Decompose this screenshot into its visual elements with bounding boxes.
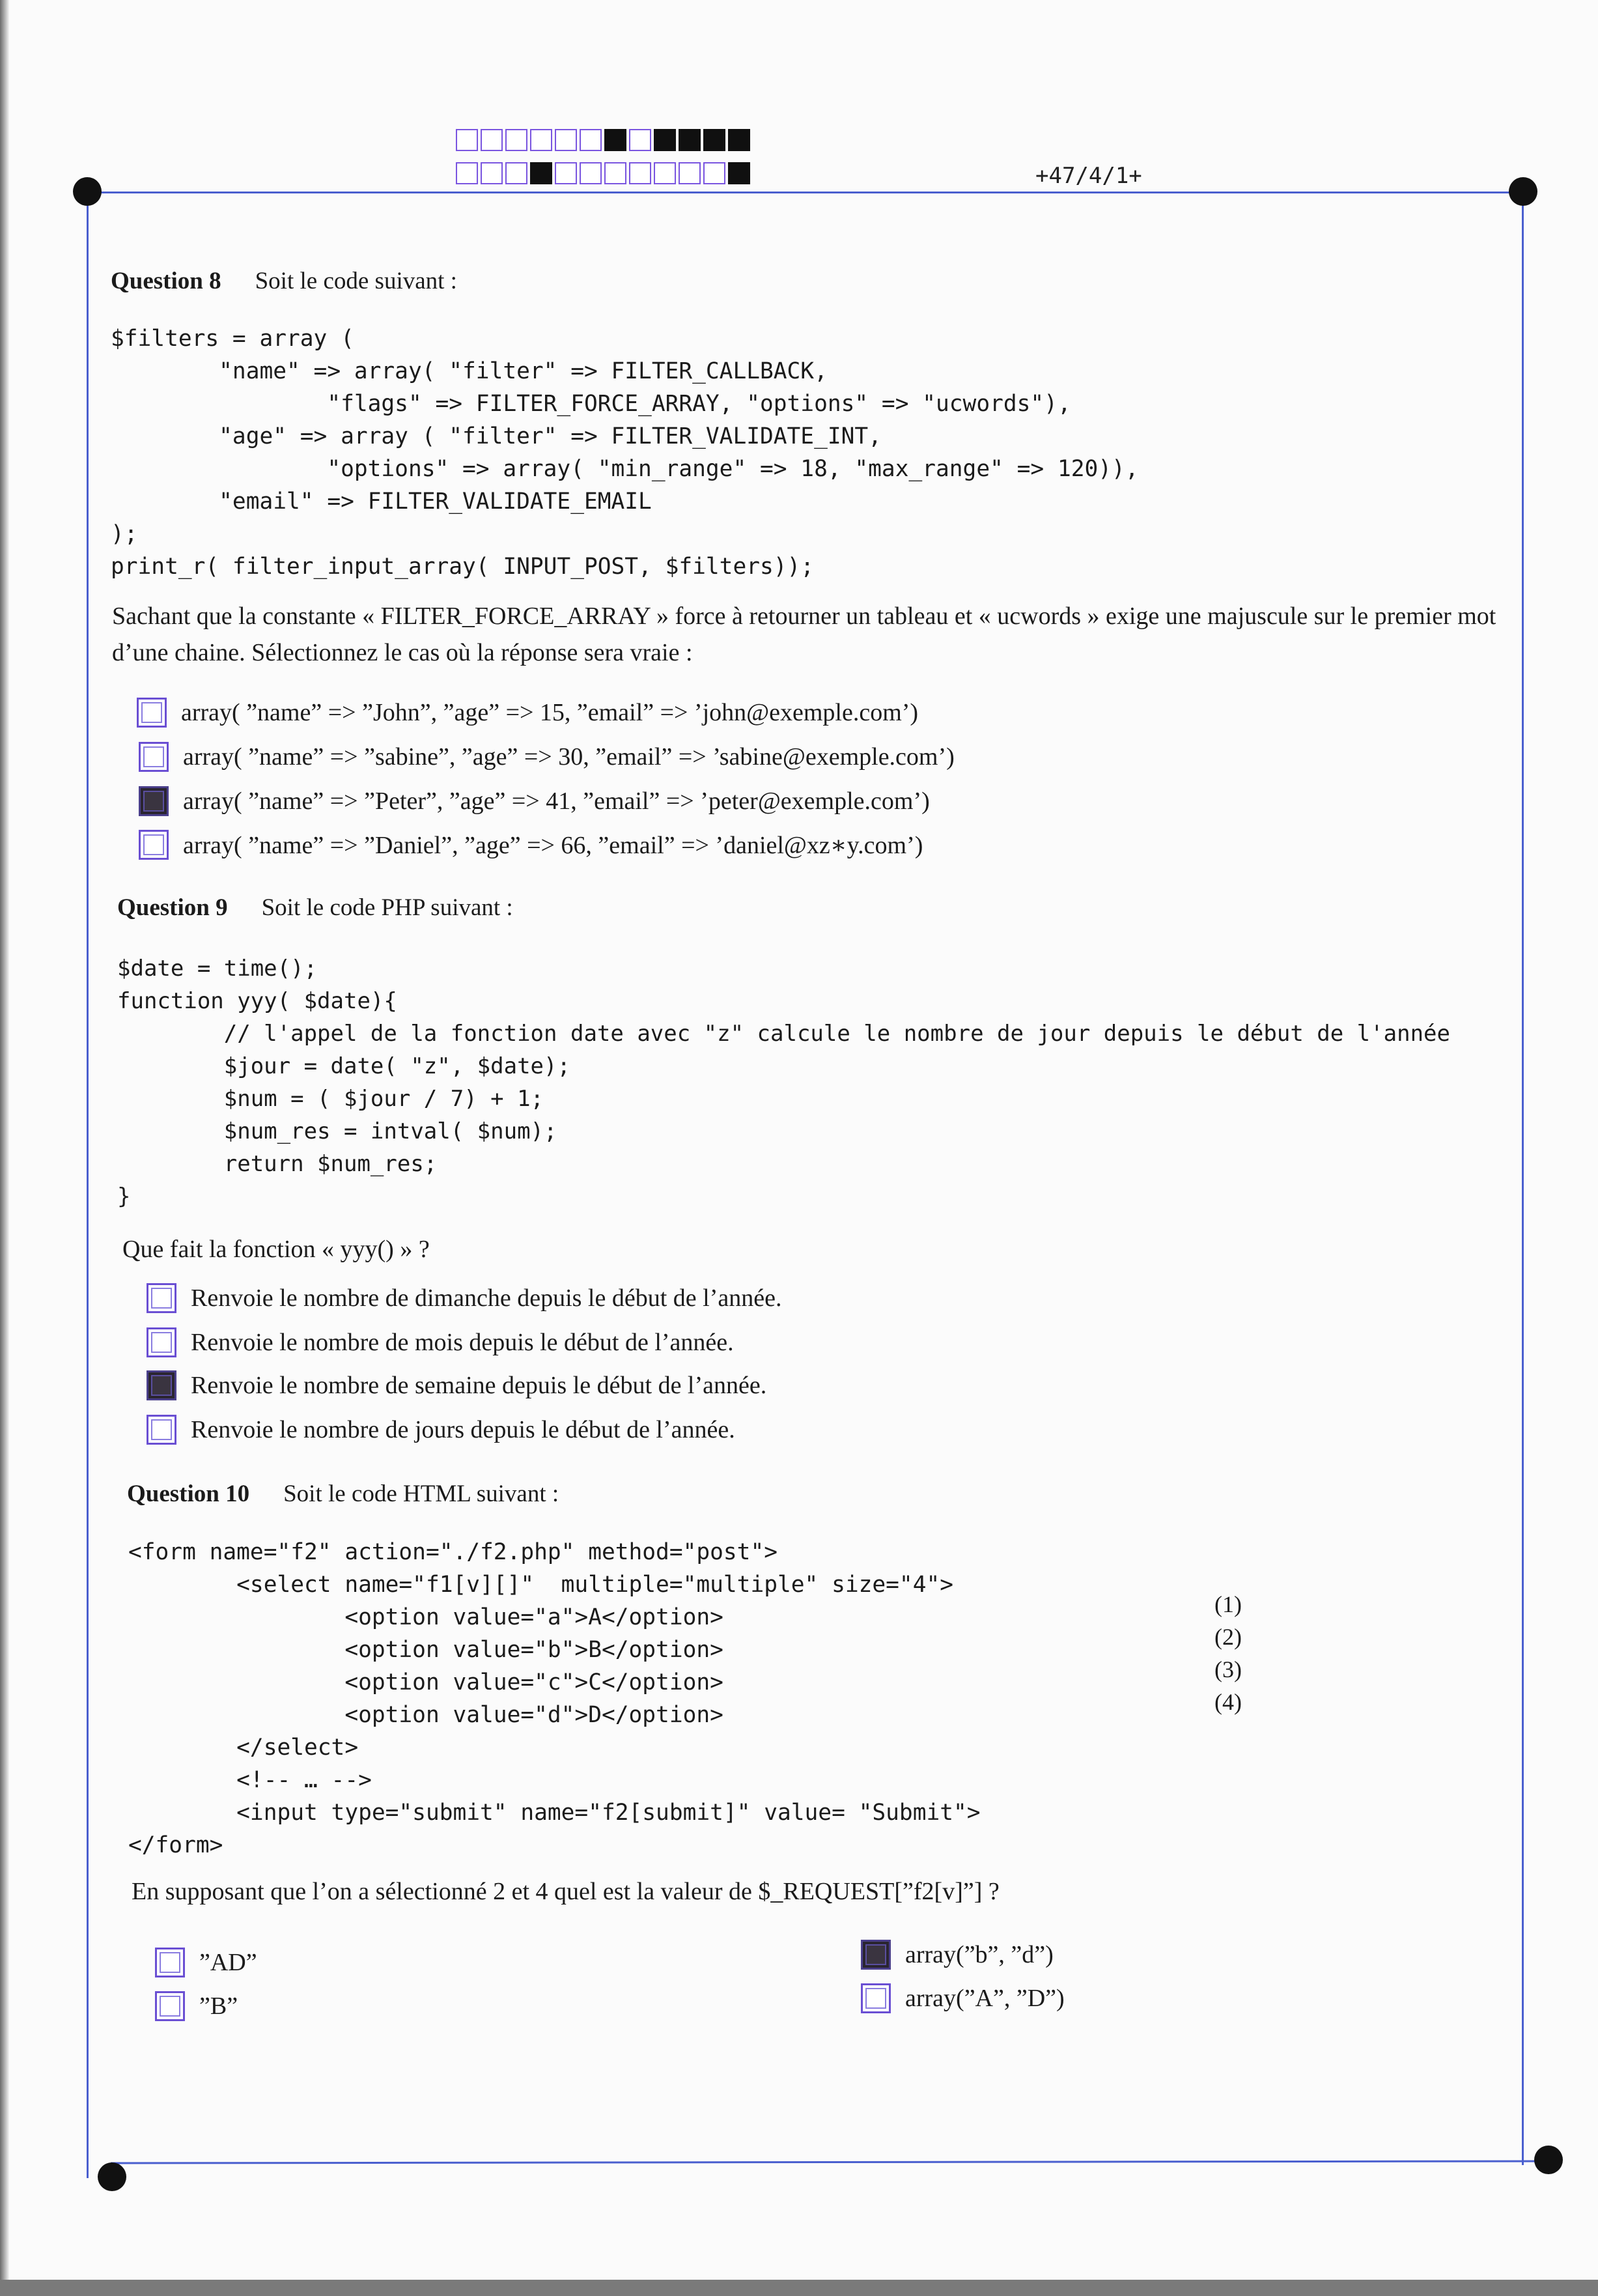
code-strip-cell (654, 129, 676, 151)
frame-top-border (87, 191, 1524, 193)
answer-choice-label: array(”A”, ”D”) (905, 1985, 1065, 2012)
code-strip-cell (481, 129, 503, 151)
answer-choice[interactable] (139, 741, 955, 773)
checkbox[interactable] (147, 1327, 176, 1357)
answer-choice[interactable] (155, 1990, 238, 2022)
question-intro: Soit le code suivant : (255, 268, 457, 294)
question-intro: Soit le code PHP suivant : (261, 894, 513, 921)
answer-choice-label: array( ”name” => ”John”, ”age” => 15, ”email” => ’john@exemple.com’) (181, 699, 919, 726)
question-8-heading (111, 267, 457, 295)
code-strip-cell (530, 129, 552, 151)
answer-choice[interactable] (139, 785, 930, 817)
checkbox[interactable] (155, 1948, 185, 1977)
code-strip-cell (654, 162, 676, 184)
code-strip-cell (604, 162, 626, 184)
code-strip-cell (530, 162, 552, 184)
question-10-code: <form name="f2" action="./f2.php" method="post"> <select name="f1[v][]" multiple="multiple" size="4"> <option value="a">A</option> <option value="b">B</option> <option value="c">C</option> <option value="d">D</option> </select> <!-- … --> <input type="submit" name="f2[submit]" value= "Submit"> </form> (128, 1539, 981, 1858)
question-9-heading (117, 894, 513, 922)
registration-dot-top-left (73, 177, 102, 206)
registration-dot-bottom-left (98, 2162, 126, 2191)
checkbox[interactable] (147, 1283, 176, 1313)
answer-choice[interactable] (147, 1369, 766, 1402)
code-strip-cell (703, 129, 725, 151)
registration-dot-top-right (1509, 177, 1537, 206)
answer-choice[interactable] (147, 1326, 734, 1359)
frame-left-border (87, 191, 89, 2178)
question-10-heading (127, 1480, 559, 1508)
answer-choice[interactable] (139, 829, 923, 861)
answer-choice[interactable] (137, 696, 918, 729)
checkbox[interactable] (155, 1991, 185, 2021)
answer-choice-label: array( ”name” => ”sabine”, ”age” => 30, ”email” => ’sabine@exemple.com’) (183, 743, 955, 771)
page-code-strip-top (456, 129, 753, 154)
checkbox-checked[interactable] (147, 1370, 176, 1400)
checkbox[interactable] (139, 830, 169, 860)
answer-choice-label: Renvoie le nombre de semaine depuis le début de l’année. (191, 1372, 767, 1399)
line-markers (1214, 1588, 1242, 1718)
answer-choice[interactable] (155, 1946, 257, 1979)
checkbox[interactable] (861, 1983, 891, 2013)
code-strip-cell (629, 129, 651, 151)
answer-choice[interactable] (147, 1413, 735, 1446)
checkbox[interactable] (139, 742, 169, 772)
checkbox-checked[interactable] (861, 1940, 891, 1970)
frame-right-border (1522, 191, 1524, 2165)
answer-choice-label: array( ”name” => ”Daniel”, ”age” => 66, ”email” => ’daniel@xz∗y.com’) (183, 831, 923, 859)
answer-choice-label: Renvoie le nombre de jours depuis le début de l’année. (191, 1416, 735, 1443)
code-strip-cell (481, 162, 503, 184)
code-strip-cell (580, 129, 602, 151)
answer-choice-label: array( ”name” => ”Peter”, ”age” => 41, ”email” => ’peter@exemple.com’) (183, 787, 930, 815)
page-code-strip-bottom (456, 162, 753, 187)
question-8-text: Sachant que la constante « FILTER_FORCE_ARRAY » force à retourner un tableau et « ucwords » exige une majuscule sur le premier mot d’une chaine. Sélectionnez le cas où la réponse sera vraie : (112, 602, 1496, 666)
question-9-code: $date = time(); function yyy( $date){ // l'appel de la fonction date avec "z" calcule le nombre de jour depuis le début de l'année $jour = date( "z", $date); $num = ( $jour / 7) + 1; $num_res = intval( $num); return $num_res; } (117, 956, 1450, 1210)
registration-dot-bottom-right (1534, 2146, 1563, 2174)
question-number: Question 8 (111, 268, 221, 294)
question-9-text: Que fait la fonction « yyy() » ? (122, 1236, 430, 1263)
frame-bottom-border (111, 2160, 1548, 2164)
code-strip-cell (679, 162, 701, 184)
code-strip-cell (505, 129, 527, 151)
line-marker: (2) (1214, 1624, 1242, 1650)
checkbox-checked[interactable] (139, 786, 169, 816)
question-10-text: En supposant que l’on a sélectionné 2 et 4 quel est la valeur de $_REQUEST[”f2[v]”] ? (132, 1878, 1000, 1905)
answer-choice-label: Renvoie le nombre de dimanche depuis le début de l’année. (191, 1284, 782, 1312)
answer-choice[interactable] (861, 1982, 1065, 2015)
line-marker: (4) (1214, 1689, 1242, 1715)
code-strip-cell (555, 162, 577, 184)
code-strip-cell (555, 129, 577, 151)
scan-shadow-bottom (0, 2280, 1598, 2296)
question-8-code: $filters = array ( "name" => array( "filter" => FILTER_CALLBACK, "flags" => FILTER_FORCE_ARRAY, "options" => "ucwords"), "age" => array ( "filter" => FILTER_VALIDATE_INT, "options" => array( "min_range" => 18, "max_range" => 120)), "email" => FILTER_VALIDATE_EMAIL ); print_r( filter_input_array( INPUT_POST, $filters)); (111, 326, 1139, 580)
line-marker: (1) (1214, 1591, 1242, 1617)
checkbox[interactable] (137, 698, 167, 728)
code-strip-cell (505, 162, 527, 184)
question-intro: Soit le code HTML suivant : (283, 1481, 559, 1507)
answer-choice-label: array(”b”, ”d”) (905, 1941, 1054, 1968)
answer-choice[interactable] (147, 1282, 781, 1314)
code-strip-cell (580, 162, 602, 184)
code-strip-cell (728, 162, 750, 184)
code-strip-cell (629, 162, 651, 184)
checkbox[interactable] (147, 1415, 176, 1445)
line-marker: (3) (1214, 1656, 1242, 1682)
question-number: Question 9 (117, 894, 228, 921)
scan-shadow-edge (0, 0, 9, 2296)
code-strip-cell (456, 162, 478, 184)
code-strip-cell (456, 129, 478, 151)
question-number: Question 10 (127, 1481, 250, 1507)
code-strip-cell (604, 129, 626, 151)
answer-choice-label: Renvoie le nombre de mois depuis le début de l’année. (191, 1329, 734, 1356)
answer-choice[interactable] (861, 1938, 1054, 1971)
code-strip-cell (679, 129, 701, 151)
answer-choice-label: ”B” (199, 1992, 238, 2020)
answer-choice-label: ”AD” (199, 1949, 257, 1976)
code-strip-cell (703, 162, 725, 184)
code-strip-cell (728, 129, 750, 151)
page-identifier: +47/4/1+ (1035, 163, 1142, 189)
